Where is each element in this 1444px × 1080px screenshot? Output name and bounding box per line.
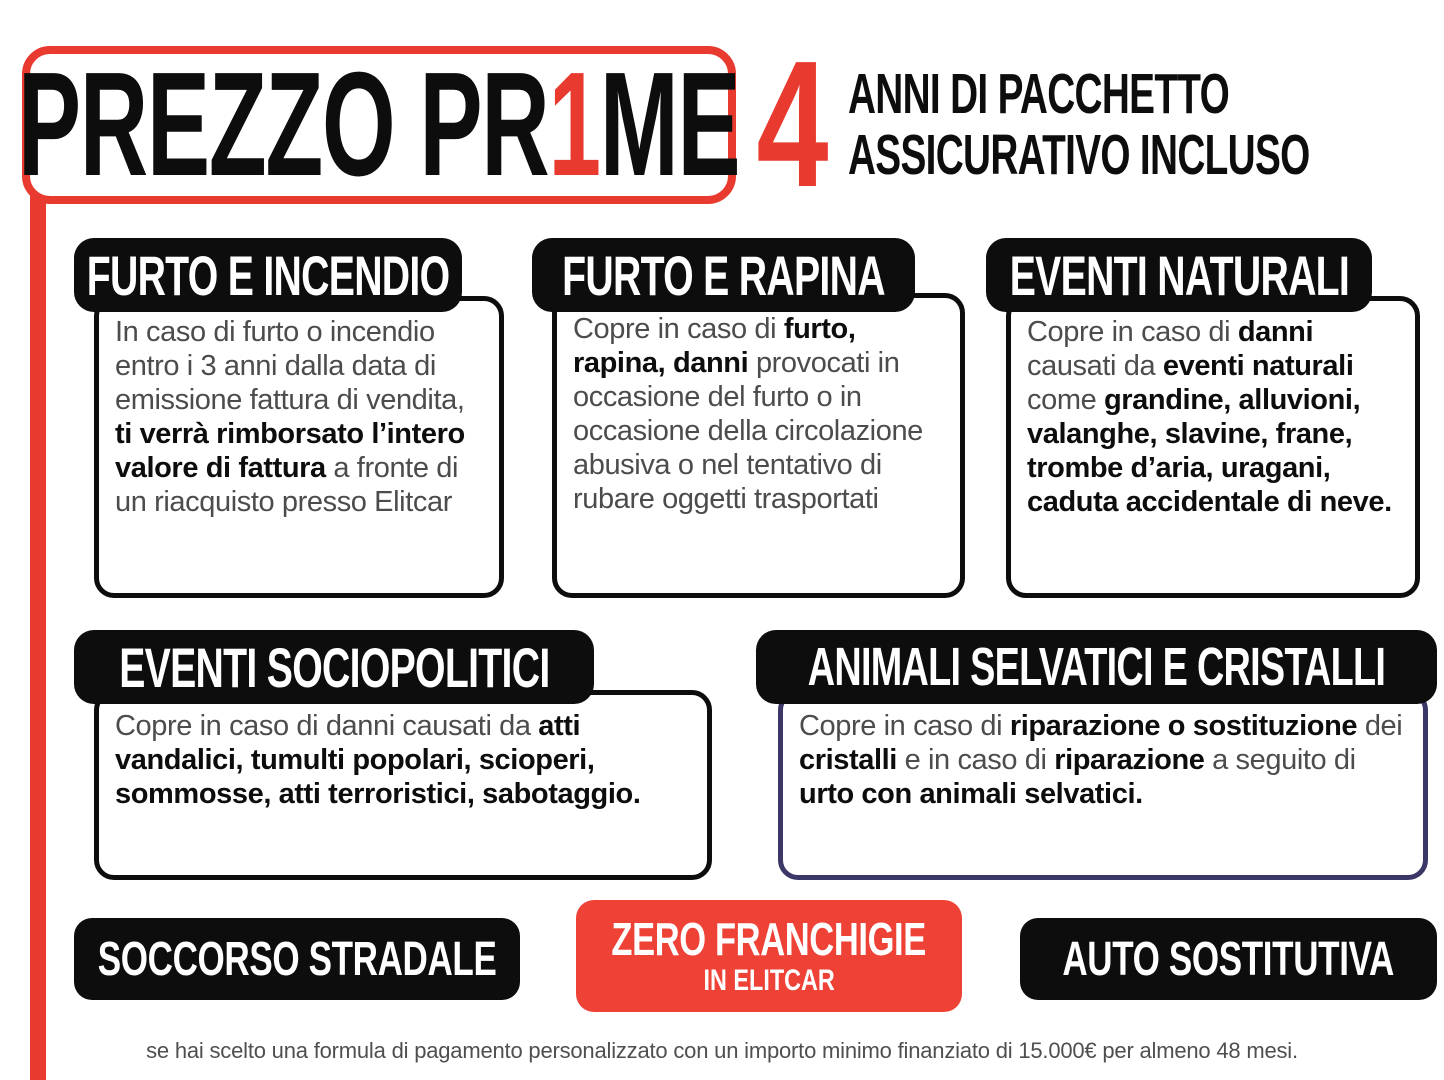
badge-label: AUTO SOSTITUTIVA (1062, 932, 1395, 986)
card-title-pill (532, 238, 915, 312)
title-box (18, 42, 740, 207)
card-body (94, 690, 712, 880)
badge-label-line1: ZERO FRANCHIGIE (611, 913, 927, 965)
card-body (778, 690, 1428, 880)
badge-auto-sostitutiva (1020, 918, 1437, 1000)
footnote: se hai scelto una formula di pagamento personalizzato con un importo minimo finanziato di 15.000€ per almeno 48 mesi. (146, 1038, 1298, 1063)
red-connector-line (30, 195, 46, 1080)
card-title: EVENTI NATURALI (1009, 243, 1349, 307)
card-title: FURTO E INCENDIO (86, 243, 450, 307)
card-title: ANIMALI SELVATICI E CRISTALLI (807, 637, 1386, 697)
card-body (552, 293, 965, 598)
card-title-pill (986, 238, 1372, 312)
card-text: In caso di furto o incendio entro i 3 anni dalla data di emissione fattura di vendita, ti verrà rimborsato l’intero valore di fattura a fronte di un riacquisto presso Elitcar (115, 316, 465, 518)
badge-zero-franchigie (576, 900, 962, 1012)
header-subtitle (848, 64, 1444, 186)
card-body (94, 296, 504, 598)
years-count: 4 (756, 23, 829, 225)
card-title-pill (74, 238, 462, 312)
page-title: PREZZO PR1ME (18, 42, 740, 207)
card-title-pill (756, 630, 1437, 704)
header-subtitle-line1: ANNI DI PACCHETTO (848, 62, 1230, 126)
card-text: Copre in caso di riparazione o sostituzione dei cristalli e in caso di riparazione a seguito di urto con animali selvatici. (799, 710, 1403, 810)
card-text: Copre in caso di danni causati da atti vandalici, tumulti popolari, scioperi, sommosse, atti terroristici, sabotaggio. (115, 710, 641, 810)
card-title-pill (74, 630, 594, 704)
card-text: Copre in caso di danni causati da eventi naturali come grandine, alluvioni, valanghe, slavine, frane, trombe d’aria, uragani, caduta accidentale di neve. (1027, 316, 1392, 518)
badge-soccorso-stradale (74, 918, 520, 1000)
badge-label-line2: IN ELITCAR (703, 964, 835, 997)
card-title: EVENTI SOCIOPOLITICI (118, 635, 550, 699)
badge-label: SOCCORSO STRADALE (97, 932, 497, 986)
header-subtitle-line2: ASSICURATIVO INCLUSO (848, 123, 1310, 187)
card-body (1006, 296, 1420, 598)
card-title: FURTO E RAPINA (562, 243, 885, 307)
card-text: Copre in caso di furto, rapina, danni provocati in occasione del furto o in occasione della circolazione abusiva o nel tentativo di rubare oggetti trasportati (573, 313, 923, 515)
